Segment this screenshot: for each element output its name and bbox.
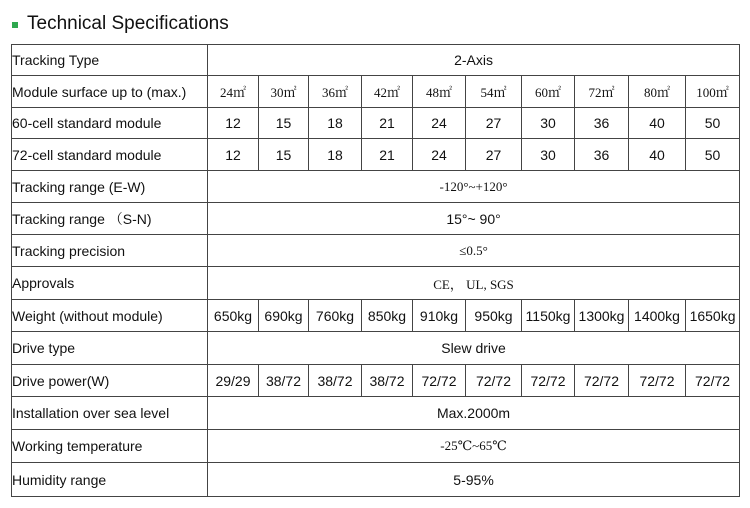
row-precision	[12, 235, 740, 267]
row-label: Tracking Type	[12, 45, 208, 76]
row-cell60	[12, 108, 740, 139]
cell-value: 1150kg	[522, 300, 575, 332]
cell-value-merged: 2-Axis	[208, 45, 740, 76]
cell-value: 18	[309, 139, 362, 171]
row-altitude	[12, 397, 740, 430]
cell-value: 60㎡	[522, 76, 575, 108]
row-label: Tracking range （S-N)	[12, 203, 208, 235]
cell-value: 72/72	[575, 365, 629, 397]
row-range-ew	[12, 171, 740, 203]
cell-value-merged: -25℃~65℃	[208, 430, 740, 463]
cell-value: 36	[575, 108, 629, 139]
cell-value: 760kg	[309, 300, 362, 332]
row-drive-power	[12, 365, 740, 397]
cell-value: 36㎡	[309, 76, 362, 108]
cell-value-merged: Max.2000m	[208, 397, 740, 430]
cell-value: 12	[208, 139, 259, 171]
row-label: Tracking range (E-W)	[12, 171, 208, 203]
row-approvals	[12, 267, 740, 300]
cell-value-merged: CE， UL, SGS	[208, 267, 740, 300]
row-label: Module surface up to (max.)	[12, 76, 208, 108]
row-label: 72-cell standard module	[12, 139, 208, 171]
cell-value: 24㎡	[208, 76, 259, 108]
row-humidity	[12, 463, 740, 497]
spec-table	[11, 44, 740, 497]
cell-value: 27	[466, 139, 522, 171]
row-label: Working temperature	[12, 430, 208, 463]
cell-value: 950kg	[466, 300, 522, 332]
cell-value: 12	[208, 108, 259, 139]
cell-value: 21	[362, 108, 413, 139]
cell-value: 72/72	[686, 365, 740, 397]
cell-value: 15	[259, 108, 309, 139]
page-title: Technical Specifications	[27, 13, 229, 34]
cell-value: 18	[309, 108, 362, 139]
cell-value: 1300kg	[575, 300, 629, 332]
cell-value-merged: Slew drive	[208, 332, 740, 365]
cell-value: 21	[362, 139, 413, 171]
page-header	[12, 10, 229, 38]
row-tracking-type	[12, 45, 740, 76]
cell-value: 40	[629, 108, 686, 139]
row-drive-type	[12, 332, 740, 365]
cell-value-merged: 15°~ 90°	[208, 203, 740, 235]
row-label: 60-cell standard module	[12, 108, 208, 139]
cell-value: 72/72	[522, 365, 575, 397]
row-range-sn	[12, 203, 740, 235]
cell-value: 910kg	[413, 300, 466, 332]
cell-value: 690kg	[259, 300, 309, 332]
cell-value: 40	[629, 139, 686, 171]
cell-value: 72㎡	[575, 76, 629, 108]
cell-value: 100㎡	[686, 76, 740, 108]
cell-value: 24	[413, 139, 466, 171]
cell-value-merged: 5-95%	[208, 463, 740, 497]
row-label: Tracking precision	[12, 235, 208, 267]
row-weight	[12, 300, 740, 332]
cell-value: 42㎡	[362, 76, 413, 108]
cell-value: 27	[466, 108, 522, 139]
cell-value: 48㎡	[413, 76, 466, 108]
cell-value: 72/72	[629, 365, 686, 397]
cell-value: 80㎡	[629, 76, 686, 108]
row-label: Drive power(W)	[12, 365, 208, 397]
cell-value: 72/72	[413, 365, 466, 397]
title-bullet-icon	[12, 22, 18, 28]
cell-value: 24	[413, 108, 466, 139]
cell-value: 30	[522, 139, 575, 171]
cell-value: 72/72	[466, 365, 522, 397]
cell-value: 38/72	[309, 365, 362, 397]
cell-value: 50	[686, 108, 740, 139]
cell-value: 15	[259, 139, 309, 171]
cell-value: 30	[522, 108, 575, 139]
cell-value: 54㎡	[466, 76, 522, 108]
row-label: Weight (without module)	[12, 300, 208, 332]
cell-value: 29/29	[208, 365, 259, 397]
cell-value: 36	[575, 139, 629, 171]
row-label: Installation over sea level	[12, 397, 208, 430]
cell-value-merged: -120°~+120°	[208, 171, 740, 203]
cell-value: 50	[686, 139, 740, 171]
cell-value: 30㎡	[259, 76, 309, 108]
row-label: Drive type	[12, 332, 208, 365]
row-working-temp	[12, 430, 740, 463]
row-label: Humidity range	[12, 463, 208, 497]
row-cell72	[12, 139, 740, 171]
cell-value: 38/72	[259, 365, 309, 397]
cell-value: 650kg	[208, 300, 259, 332]
cell-value: 1400kg	[629, 300, 686, 332]
cell-value: 38/72	[362, 365, 413, 397]
cell-value: 1650kg	[686, 300, 740, 332]
cell-value: 850kg	[362, 300, 413, 332]
cell-value-merged: ≤0.5°	[208, 235, 740, 267]
row-label: Approvals	[12, 267, 208, 300]
row-module-surface	[12, 76, 740, 108]
